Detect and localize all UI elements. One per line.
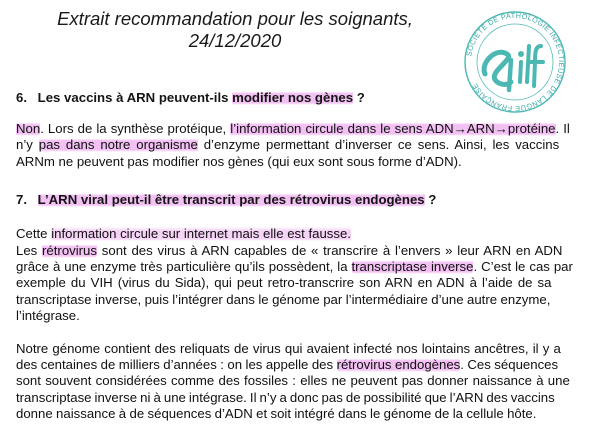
answer-7-p2-line-1 <box>16 243 586 259</box>
question-6-title-end: ? <box>353 90 365 105</box>
question-6-number: 6. <box>16 90 27 105</box>
question-7-title-highlight: L’ARN viral peut-il être transcrit par des rétrovirus endogènes <box>37 192 425 207</box>
answer-7-text: Cette <box>16 226 52 241</box>
answer-7-p3-line-4: transcriptase inverse ni à une intégrase. Il n’y a donc pas de possibilité que l’ARN des vaccins <box>16 389 555 405</box>
answer-7-text: des centaines de milliers d’années : on les appelle des <box>16 356 337 372</box>
question-6-title-highlight: modifier nos gènes <box>232 90 354 105</box>
answer-6-paragraph <box>16 121 586 170</box>
answer-7-paragraph-3 <box>16 341 586 423</box>
answer-7-p2-line-2 <box>16 259 586 275</box>
answer-7-text: . Ces séquences <box>460 356 559 372</box>
answer-7-highlight-retrovirus: rétrovirus <box>42 242 97 258</box>
answer-7-text: grâce à une enzyme très particulière qu’ils possèdent, la <box>16 258 352 274</box>
answer-7-p3-line-5: donne naissance à de séquences d’ADN et soit intégré dans le génome de la cellule hôte. <box>16 406 537 422</box>
answer-6-line-1 <box>16 121 586 137</box>
answer-7-p2-line-3: exemple du VIH (virus du Sida), qui peut retro-transcrire son ARN en ADN à l’aide de sa <box>16 275 552 291</box>
answer-7-highlight-transcriptase: transcriptase inverse <box>351 258 474 274</box>
question-7-number: 7. <box>16 192 27 207</box>
question-7-title-end: ? <box>424 192 437 207</box>
answer-6-highlight-direction: l’information circule dans le sens ADN→ARN→protéine <box>230 121 556 136</box>
answer-7-text: Les <box>16 242 43 258</box>
answer-6-line-2 <box>16 137 586 153</box>
header-line-2: 24/12/2020 <box>188 30 282 51</box>
answer-7-highlight-endogenous: rétrovirus endogènes <box>336 356 461 372</box>
answer-7-p3-line-1: Notre génome contient des reliquats de virus qui avaient infecté nos lointains ancêtres, il y a <box>16 340 561 356</box>
answer-6-line-3: ARNm ne peuvent pas modifier nos gènes (qui eux sont sous forme d’ADN). <box>16 153 462 169</box>
question-6-title <box>16 90 365 106</box>
answer-6-text: . Il <box>555 121 570 136</box>
answer-7-paragraph-2 <box>16 243 586 325</box>
answer-6-text: d’enzyme permettant d’inverser ce sens. Ainsi, les vaccins <box>197 137 560 153</box>
document-header <box>0 8 470 52</box>
answer-7-p3-line-2 <box>16 357 586 373</box>
answer-7-paragraph-1 <box>16 226 586 242</box>
answer-7-text: . C’est le cas par <box>473 258 573 274</box>
spilf-logo <box>455 2 575 122</box>
answer-6-text: . Lors de la synthèse protéique, <box>40 121 231 136</box>
question-6-title-start: Les vaccins à ARN peuvent-ils <box>37 90 233 105</box>
answer-7-highlight-false-info: information circule sur internet mais elle est fausse. <box>51 226 351 241</box>
answer-6-highlight-non: Non <box>16 121 41 136</box>
logo-ring-text: SOCIÉTÉ DE PATHOLOGIE INFECTIEUSE DE LANGUE FRANÇAISE <box>464 10 567 114</box>
answer-7-p2-line-4: transcriptase inverse, puis l’intégrer dans le génome par l’intermédiaire d’une autre enzyme, <box>16 291 551 307</box>
answer-6-highlight-organism: pas dans notre organisme <box>38 137 198 153</box>
answer-7-p1-line <box>16 226 586 242</box>
question-7-title <box>16 192 436 208</box>
answer-7-p2-line-5: l’intégrase. <box>16 308 80 324</box>
answer-7-text: sont des virus à ARN capables de « transcrire à l’envers » leur ARN en ADN <box>97 242 563 258</box>
answer-6-text: n’y <box>16 137 39 153</box>
header-line-1: Extrait recommandation pour les soignants, <box>57 8 413 29</box>
spilf-logo-graphic <box>455 2 575 122</box>
answer-7-p3-line-3: sont souvent considérées comme des fossiles : elles ne peuvent pas donner naissance à une <box>16 373 570 389</box>
